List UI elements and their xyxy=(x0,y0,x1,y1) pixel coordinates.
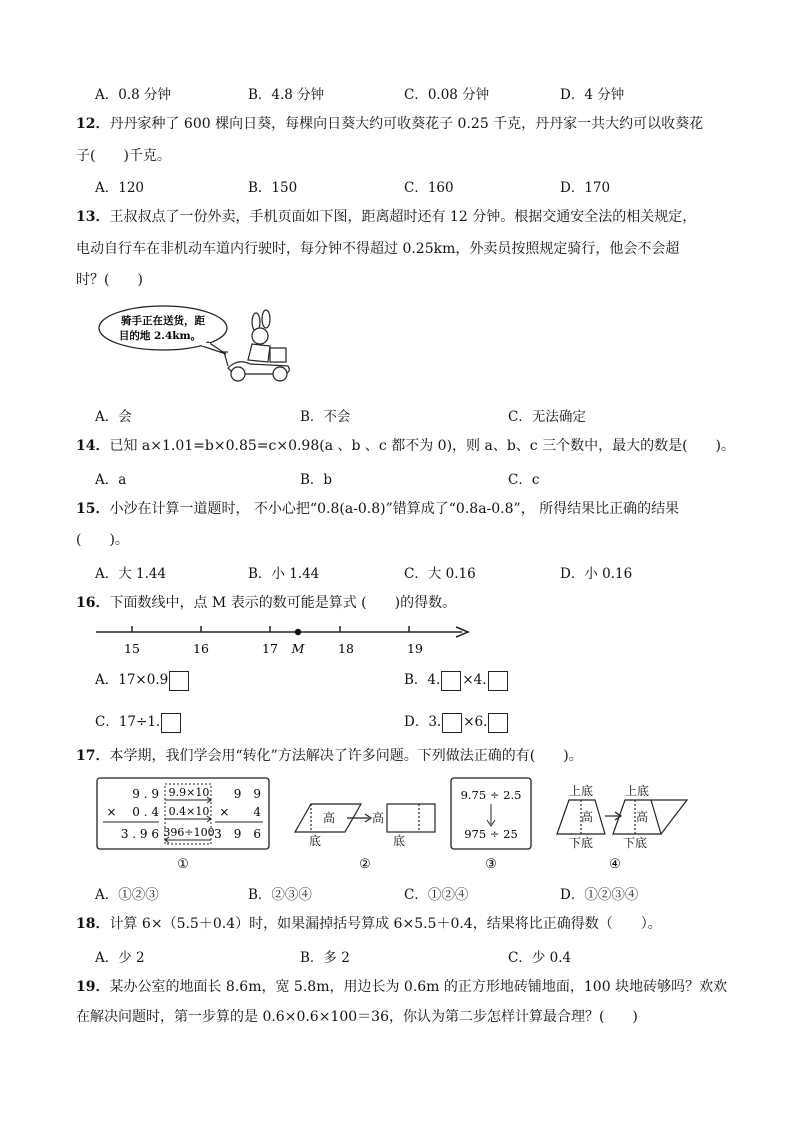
q16-option-a-text: A．17×0.9 xyxy=(95,672,169,688)
q12-option-c[interactable]: C．160 xyxy=(404,180,454,196)
q13-option-a[interactable]: A．会 xyxy=(95,409,132,425)
tick-label-17: 17 xyxy=(262,641,278,656)
svg-text:9.9×10: 9.9×10 xyxy=(168,786,210,799)
svg-text:底: 底 xyxy=(392,834,406,848)
bubble-line1: 骑手正在送货，距 xyxy=(121,315,205,327)
q12-line2: 子( )千克。 xyxy=(76,148,171,164)
figure-label-3: ③ xyxy=(485,857,497,872)
svg-text:× 0 . 4: × 0 . 4 xyxy=(106,805,159,819)
q11-option-d[interactable]: D．4 分钟 xyxy=(560,87,625,103)
svg-text:高: 高 xyxy=(322,811,336,825)
q19-number: 19． xyxy=(76,979,110,995)
q17-stem xyxy=(76,746,583,766)
q12-option-d[interactable]: D．170 xyxy=(560,180,611,196)
svg-text:下底: 下底 xyxy=(622,836,648,850)
svg-text:9 . 9: 9 . 9 xyxy=(132,787,159,801)
tick-label-16: 16 xyxy=(193,641,209,656)
q15-option-b[interactable]: B．小 1.44 xyxy=(248,566,320,582)
q18-text: 计算 6×（5.5＋0.4）时，如果漏掉括号算成 6×5.5＋0.4，结果将比正确得数（ ）。 xyxy=(109,916,662,932)
q19-line2: 在解决问题时，第一步算的是 0.6×0.6×100＝36，你认为第二步怎样计算最合理？( ) xyxy=(76,1009,638,1025)
q12-stem xyxy=(76,114,703,134)
svg-text:9 9: 9 9 xyxy=(233,787,261,801)
blank-box xyxy=(441,671,461,691)
q19-line1: 某办公室的地面长 8.6m，宽 5.8m，用边长为 0.6m 的正方形地砖铺地面，100 块地砖够吗？欢欢 xyxy=(109,979,728,995)
scooter-rider-icon xyxy=(220,310,289,381)
q14-option-c[interactable]: C．c xyxy=(508,472,540,488)
q15-option-a[interactable]: A．大 1.44 xyxy=(95,566,167,582)
q12-option-b[interactable]: B．150 xyxy=(248,180,298,196)
figure-label-1: ① xyxy=(177,857,189,872)
q14-option-a[interactable]: A．a xyxy=(95,472,127,488)
q18-option-c[interactable]: C．少 0.4 xyxy=(508,950,572,966)
blank-box xyxy=(442,713,462,733)
q17-option-d[interactable]: D．①②③④ xyxy=(560,887,639,903)
q16-number: 16． xyxy=(76,595,110,611)
point-m xyxy=(295,629,301,635)
point-m-label: M xyxy=(291,641,305,656)
q17-option-a[interactable]: A．①②③ xyxy=(95,887,159,903)
figure-4-trapezoid xyxy=(557,783,687,850)
q15-stem xyxy=(76,499,679,519)
q16-option-d-text2: ×6. xyxy=(463,714,488,730)
svg-text:396÷100: 396÷100 xyxy=(163,826,215,839)
blank-box xyxy=(488,671,508,691)
figure-label-4: ④ xyxy=(609,857,621,872)
number-line xyxy=(92,620,472,660)
q13-number: 13． xyxy=(76,209,110,225)
q17-text: 本学期，我们学会用“转化”方法解决了许多问题。下列做法正确的有( )。 xyxy=(109,748,583,764)
q18-stem xyxy=(76,914,662,934)
q14-number: 14． xyxy=(76,438,110,454)
q16-option-a[interactable] xyxy=(95,668,190,691)
bubble-line2: 目的地 2.4km。 xyxy=(118,330,202,342)
q13-line3: 时？( ) xyxy=(76,272,143,288)
q17-option-c[interactable]: C．①②④ xyxy=(404,887,469,903)
q16-option-d[interactable] xyxy=(404,710,509,733)
svg-text:3 9 6: 3 9 6 xyxy=(214,827,261,841)
svg-text:高: 高 xyxy=(635,810,649,824)
q13-line1: 王叔叔点了一份外卖，手机页面如下图，距离超时还有 12 分钟。根据交通安全法的相关规定， xyxy=(109,209,697,225)
q15-option-c[interactable]: C．大 0.16 xyxy=(404,566,476,582)
q11-option-a[interactable]: A．0.8 分钟 xyxy=(95,87,172,103)
svg-text:× 4: × 4 xyxy=(219,805,261,819)
tick-label-18: 18 xyxy=(338,641,354,656)
figure-3-division xyxy=(451,778,531,849)
q16-option-c-text: C．17÷1. xyxy=(95,714,161,730)
svg-text:底: 底 xyxy=(308,834,322,848)
blank-box xyxy=(488,713,508,733)
delivery-rider-illustration xyxy=(98,302,298,384)
q15-line2: ( )。 xyxy=(76,532,129,548)
q11-option-b[interactable]: B．4.8 分钟 xyxy=(248,87,325,103)
q14-text: 已知 a×1.01=b×0.85=c×0.98(a 、b 、c 都不为 0)，则 a、b、c 三个数中，最大的数是( )。 xyxy=(109,438,736,454)
q13-option-c[interactable]: C．无法确定 xyxy=(508,409,586,425)
q17-number: 17． xyxy=(76,748,110,764)
svg-text:上底: 上底 xyxy=(568,784,594,798)
q16-text: 下面数线中，点 M 表示的数可能是算式 ( )的得数。 xyxy=(109,595,457,611)
q17-option-b[interactable]: B．②③④ xyxy=(248,887,312,903)
q12-option-a[interactable]: A．120 xyxy=(95,180,145,196)
svg-text:下底: 下底 xyxy=(568,836,594,850)
q16-option-c[interactable] xyxy=(95,710,182,733)
q15-line1: 小沙在计算一道题时， 不小心把“0.8(a-0.8)”错算成了“0.8a-0.8”， 所得结果比正确的结果 xyxy=(109,501,680,517)
tick-label-15: 15 xyxy=(124,641,140,656)
q16-option-d-text1: D．3. xyxy=(404,714,442,730)
tick-label-19: 19 xyxy=(407,641,423,656)
q19-stem xyxy=(76,977,727,997)
svg-text:上底: 上底 xyxy=(624,784,650,798)
q14-option-b[interactable]: B．b xyxy=(300,472,333,488)
figure-label-2: ② xyxy=(359,857,371,872)
q16-option-b-text2: ×4. xyxy=(462,672,487,688)
blank-box xyxy=(169,671,189,691)
blank-box xyxy=(161,713,181,733)
figure-2-parallelogram-to-rectangle xyxy=(295,804,435,848)
q16-option-b-text1: B．4. xyxy=(404,672,441,688)
svg-text:9.75 ÷ 2.5: 9.75 ÷ 2.5 xyxy=(460,788,522,802)
q13-option-b[interactable]: B．不会 xyxy=(300,409,351,425)
q16-stem xyxy=(76,593,456,613)
q18-option-a[interactable]: A．少 2 xyxy=(95,950,145,966)
q16-option-b[interactable] xyxy=(404,668,509,691)
q13-stem xyxy=(76,207,696,227)
q13-line2: 电动自行车在非机动车道内行驶时，每分钟不得超过 0.25km，外卖员按照规定骑行，他会不会超 xyxy=(76,241,680,257)
transformation-figures xyxy=(95,774,695,874)
figure-1-multiplication xyxy=(97,778,269,849)
svg-text:3 . 9 6: 3 . 9 6 xyxy=(120,827,159,841)
svg-text:975 ÷ 25: 975 ÷ 25 xyxy=(464,827,518,841)
q14-stem xyxy=(76,436,735,456)
q11-option-c[interactable]: C．0.08 分钟 xyxy=(404,87,490,103)
q18-option-b[interactable]: B．多 2 xyxy=(300,950,350,966)
svg-text:0.4×10: 0.4×10 xyxy=(168,805,210,818)
q18-number: 18． xyxy=(76,916,110,932)
q12-number: 12． xyxy=(76,116,110,132)
q15-option-d[interactable]: D．小 0.16 xyxy=(560,566,633,582)
q15-number: 15． xyxy=(76,501,110,517)
svg-text:高: 高 xyxy=(580,810,594,824)
q12-line1: 丹丹家种了 600 棵向日葵，每棵向日葵大约可收葵花子 0.25 千克，丹丹家一共大约可以收葵花 xyxy=(109,116,704,132)
svg-text:高: 高 xyxy=(371,811,385,825)
